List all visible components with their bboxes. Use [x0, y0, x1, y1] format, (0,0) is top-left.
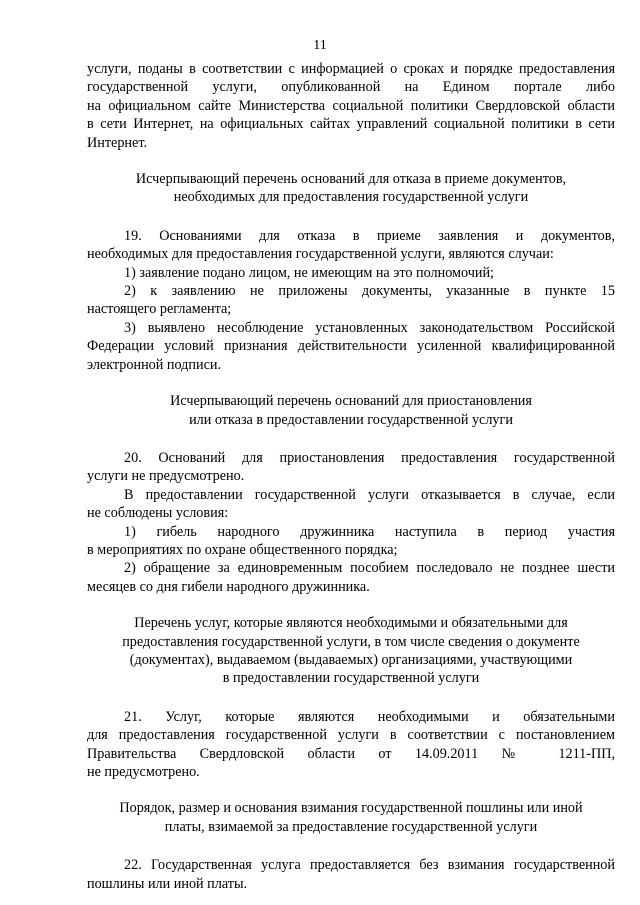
paragraph-p-22	[87, 856, 615, 893]
text-line: в мероприятиях по охране общественного порядка;	[87, 541, 398, 558]
block-gap	[87, 688, 615, 708]
text-line: государственной услуги, опубликованной на Едином портале либо	[87, 79, 615, 96]
paragraph-p-19	[87, 227, 615, 264]
text-line: для предоставления государственной услуги в соответствии с постановлением	[87, 727, 615, 744]
paragraph-p-19-3	[87, 319, 615, 374]
block-gap	[87, 836, 615, 856]
text-line: услуги не предусмотрено.	[87, 468, 245, 485]
text-line: настоящего регламента;	[87, 301, 232, 318]
paragraph-p-21	[87, 708, 615, 782]
section-heading-h-suspension	[87, 392, 615, 429]
text-line: необходимых для предоставления государственной услуги	[173, 189, 529, 206]
text-line: не соблюдены условия:	[87, 505, 229, 522]
text-line: 19. Основаниями для отказа в приеме заявления и документов,	[124, 227, 615, 244]
text-line: Интернет.	[87, 134, 147, 151]
block-gap	[87, 207, 615, 227]
text-line: 21. Услуг, которые являются необходимыми и обязательными	[124, 708, 615, 725]
text-line: Исчерпывающий перечень оснований для отказа в приеме документов,	[135, 171, 567, 188]
section-heading-h-refusal-reception	[87, 170, 615, 207]
block-gap	[87, 429, 615, 449]
paragraph-p-19-2	[87, 282, 615, 319]
paragraph-p-20-1	[87, 523, 615, 560]
block-gap	[87, 152, 615, 170]
text-line: Исчерпывающий перечень оснований для приостановления	[170, 393, 532, 410]
text-line: в предоставлении государственной услуги	[222, 670, 480, 687]
text-line: или отказа в предоставлении государственной услуги	[189, 411, 513, 428]
block-gap	[87, 781, 615, 799]
text-line: В предоставлении государственной услуги отказывается в случае, если	[124, 486, 615, 503]
text-line: Перечень услуг, которые являются необходимыми и обязательными для	[134, 615, 568, 632]
block-gap	[87, 596, 615, 614]
document-body	[87, 60, 615, 893]
paragraph-p-20-2	[87, 559, 615, 596]
paragraph-p-20-refusal	[87, 486, 615, 523]
section-heading-h-required-services	[87, 614, 615, 688]
text-line: электронной подписи.	[87, 356, 222, 373]
text-line: 3) выявлено несоблюдение установленных законодательством Российской	[124, 319, 615, 336]
text-line: 22. Государственная услуга предоставляется без взимания государственной	[124, 857, 615, 874]
block-gap	[87, 374, 615, 392]
text-line: платы, взимаемой за предоставление государственной услуги	[164, 818, 538, 835]
paragraph-p-continuation	[87, 60, 615, 152]
text-line: Федерации условий признания действительности усиленной квалифицированной	[87, 338, 615, 355]
text-line: 2) к заявлению не приложены документы, указанные в пункте 15	[124, 283, 615, 300]
text-line: пошлины или иной платы.	[87, 875, 248, 892]
text-line: (документах), выдаваемом (выдаваемых) организациями, участвующими	[129, 651, 573, 668]
text-line: 20. Оснований для приостановления предоставления государственной	[124, 449, 615, 466]
text-line: Порядок, размер и основания взимания государственной пошлины или иной	[119, 800, 583, 817]
paragraph-p-20	[87, 449, 615, 486]
paragraph-p-19-1	[87, 264, 615, 282]
text-line: необходимых для предоставления государственной услуги, являются случаи:	[87, 246, 554, 263]
text-line: предоставления государственной услуги, в том числе сведения о документе	[122, 633, 580, 650]
text-line: Правительства Свердловской области от 14.09.2011 № 1211-ПП,	[87, 745, 615, 762]
text-line: 2) обращение за единовременным пособием последовало не позднее шести	[124, 560, 615, 577]
page-number: 11	[313, 38, 327, 53]
text-line: в сети Интернет, на официальных сайтах управлений социальной политики в сети	[87, 116, 615, 133]
text-line: 1) заявление подано лицом, не имеющим на это полномочий;	[124, 264, 494, 281]
section-heading-h-fee	[87, 799, 615, 836]
text-line: услуги, поданы в соответствии с информацией о сроках и порядке предоставления	[87, 61, 615, 77]
text-line: на официальном сайте Министерства социальной политики Свердловской области	[87, 97, 615, 114]
text-line: не предусмотрено.	[87, 764, 200, 780]
text-line: месяцев со дня гибели народного дружинника.	[87, 578, 370, 595]
text-line: 1) гибель народного дружинника наступила в период участия	[124, 523, 615, 540]
